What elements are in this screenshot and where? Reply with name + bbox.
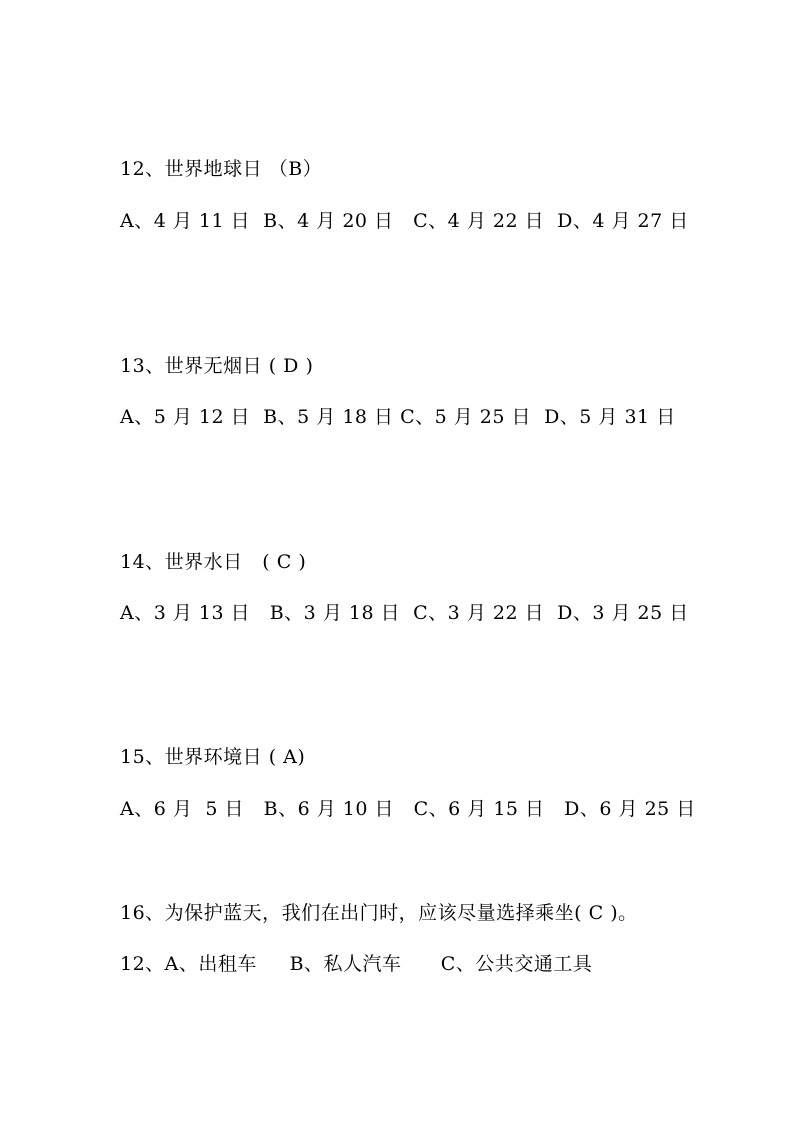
- question-15-options: A、6 月 5 日 B、6 月 10 日 C、6 月 15 日 D、6 月 25 日: [120, 798, 696, 820]
- question-13-options: A、5 月 12 日 B、5 月 18 日 C、5 月 25 日 D、5 月 31 日: [120, 406, 676, 428]
- question-16-options: 12、A、出租车 B、私人汽车 C、公共交通工具: [120, 953, 593, 975]
- question-14-title: 14、世界水日 ( C ): [120, 551, 307, 573]
- question-15-title: 15、世界环境日 ( A): [120, 746, 306, 768]
- question-12-options: A、4 月 11 日 B、4 月 20 日 C、4 月 22 日 D、4 月 27 日: [120, 210, 689, 232]
- question-16-title: 16、为保护蓝天，我们在出门时，应该尽量选择乘坐( C )。: [120, 902, 638, 924]
- question-14-options: A、3 月 13 日 B、3 月 18 日 C、3 月 22 日 D、3 月 25 日: [120, 602, 689, 624]
- question-13-title: 13、世界无烟日 ( D ): [120, 355, 314, 377]
- question-12-title: 12、世界地球日 （B）: [120, 158, 323, 180]
